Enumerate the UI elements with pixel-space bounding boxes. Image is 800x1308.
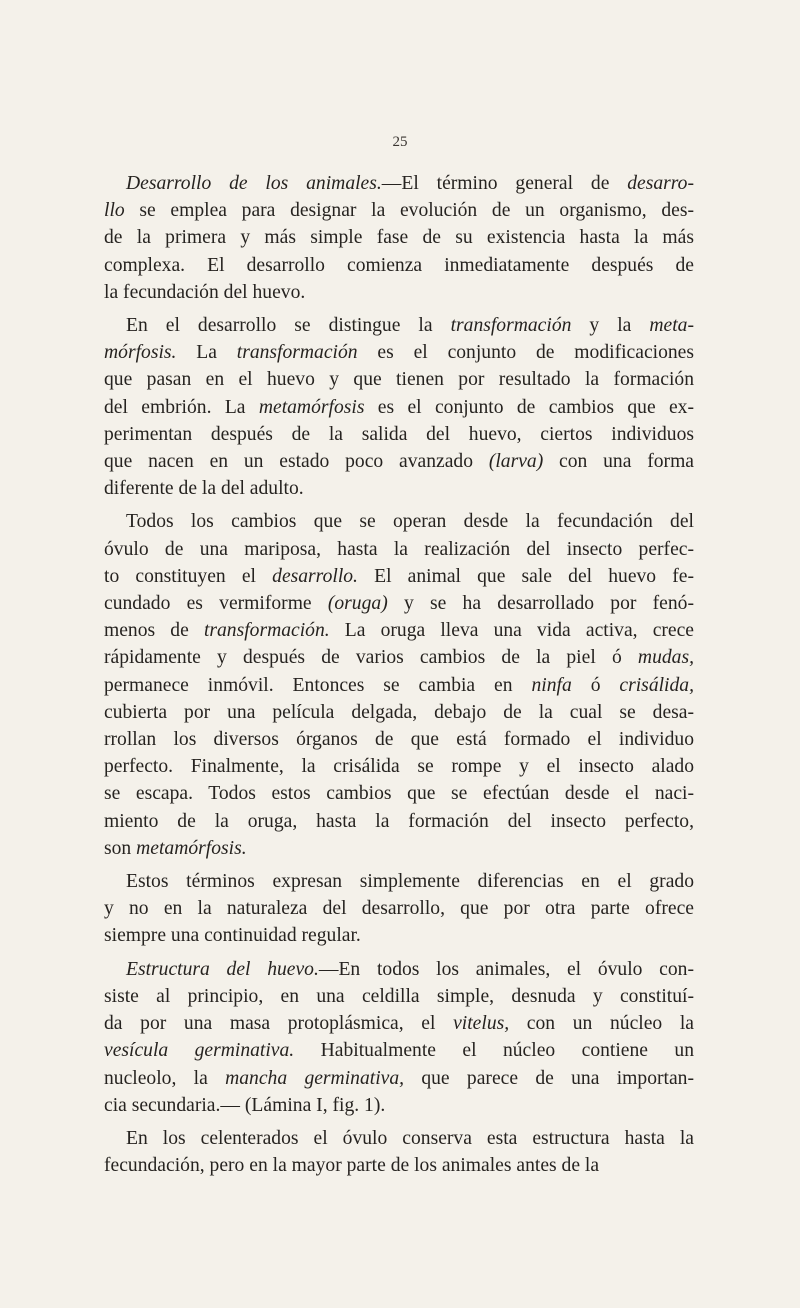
text-line bbox=[104, 508, 694, 535]
text-run: la fecundación del huevo. bbox=[104, 281, 306, 303]
text-line bbox=[104, 699, 694, 726]
text-line bbox=[104, 536, 694, 563]
italic-text: meta- bbox=[649, 315, 694, 337]
text-line bbox=[104, 1125, 694, 1152]
text-run: del embrión. La bbox=[104, 396, 259, 418]
text-run: Habitualmente el núcleo contiene un bbox=[294, 1040, 695, 1062]
text-run: cundado es vermiforme bbox=[104, 593, 328, 615]
text-line bbox=[104, 279, 694, 306]
text-run: En los celenterados el óvulo conserva esta estructura hasta la bbox=[126, 1127, 694, 1149]
text-line bbox=[104, 448, 694, 475]
paragraph bbox=[104, 312, 694, 502]
text-run: que pasan en el huevo y que tienen por resultado la formación bbox=[104, 369, 694, 391]
text-run: óvulo de una mariposa, hasta la realización del insecto perfec- bbox=[104, 538, 694, 560]
text-line bbox=[104, 339, 694, 366]
text-run: que parece de una importan- bbox=[404, 1067, 694, 1089]
italic-text: Estructura del huevo. bbox=[126, 958, 319, 980]
text-run: es el conjunto de cambios que ex- bbox=[364, 396, 694, 418]
italic-text: (larva) bbox=[488, 451, 544, 473]
paragraph bbox=[104, 508, 694, 862]
text-line bbox=[104, 868, 694, 895]
text-run: con una forma bbox=[543, 451, 695, 473]
text-run: y se ha desarrollado por fenó- bbox=[387, 593, 694, 615]
text-line bbox=[104, 590, 694, 617]
text-run: y no en la naturaleza del desarrollo, que por otra parte ofrece bbox=[104, 898, 694, 920]
text-run: es el conjunto de modificaciones bbox=[357, 342, 694, 364]
text-run: —El término general de bbox=[381, 173, 628, 194]
text-run: que nacen en un estado poco avanzado bbox=[104, 451, 489, 473]
paragraph bbox=[104, 1125, 694, 1179]
text-line bbox=[104, 252, 694, 279]
text-run: Todos los cambios que se operan desde la fecundación del bbox=[126, 511, 694, 533]
text-run: se escapa. Todos estos cambios que se efectúan desde el naci- bbox=[104, 783, 694, 805]
text-run: da por una masa protoplásmica, el bbox=[104, 1013, 454, 1035]
italic-text: llo bbox=[104, 200, 125, 222]
text-run: complexa. El desarrollo comienza inmediatamente después de bbox=[104, 254, 694, 276]
text-run: to constituyen el bbox=[104, 565, 273, 587]
paragraph bbox=[104, 956, 694, 1119]
text-line bbox=[104, 780, 694, 807]
text-run: fecundación, pero en la mayor parte de los animales antes de la bbox=[104, 1155, 600, 1177]
text-line bbox=[104, 1010, 694, 1037]
text-run: ó bbox=[571, 674, 620, 696]
text-line bbox=[104, 835, 694, 862]
text-run: y la bbox=[571, 315, 650, 337]
text-line bbox=[104, 808, 694, 835]
text-run: con un núcleo la bbox=[509, 1013, 694, 1035]
italic-text: ninfa bbox=[531, 674, 572, 696]
italic-text: metamórfosis. bbox=[136, 837, 247, 859]
text-run: menos de bbox=[104, 620, 204, 642]
text-run: cubierta por una película delgada, debajo de la cual se desa- bbox=[104, 701, 694, 723]
text-run: se emplea para designar la evolución de un organismo, des- bbox=[124, 200, 694, 222]
text-line bbox=[104, 1037, 694, 1064]
italic-text: mórfosis. bbox=[104, 342, 177, 364]
text-run: siempre una continuidad regular. bbox=[104, 925, 361, 947]
text-line bbox=[104, 753, 694, 780]
text-run: son bbox=[104, 837, 137, 859]
page-number: 25 bbox=[392, 134, 408, 150]
text-line bbox=[104, 922, 694, 949]
text-line bbox=[104, 170, 694, 197]
text-line bbox=[104, 1152, 694, 1179]
text-run: El animal que sale del huevo fe- bbox=[357, 565, 694, 587]
italic-text: (oruga) bbox=[327, 593, 388, 615]
text-run: rrollan los diversos órganos de que está formado el individuo bbox=[104, 729, 694, 751]
text-run: La bbox=[176, 342, 237, 364]
text-run: de la primera y más simple fase de su existencia hasta la más bbox=[104, 227, 694, 249]
text-line bbox=[104, 394, 694, 421]
paragraph bbox=[104, 170, 694, 306]
text-line bbox=[104, 563, 694, 590]
text-line bbox=[104, 197, 694, 224]
text-run: cia secundaria.— (Lámina I, fig. 1). bbox=[104, 1094, 386, 1116]
text-run: —En todos los animales, el óvulo con- bbox=[318, 958, 694, 980]
paragraph bbox=[104, 868, 694, 950]
text-run: permanece inmóvil. Entonces se cambia en bbox=[104, 674, 532, 696]
italic-text: transformación bbox=[450, 315, 572, 337]
italic-text: desarrollo. bbox=[272, 565, 358, 587]
body-text bbox=[104, 170, 694, 1185]
text-line bbox=[104, 895, 694, 922]
text-run: nucleolo, la bbox=[104, 1067, 226, 1089]
text-line bbox=[104, 983, 694, 1010]
text-line bbox=[104, 617, 694, 644]
italic-text: mudas, bbox=[637, 647, 694, 669]
italic-text: mancha germinativa, bbox=[225, 1067, 405, 1089]
italic-text: transformación. bbox=[203, 620, 330, 642]
text-run: miento de la oruga, hasta la formación del insecto perfecto, bbox=[104, 810, 694, 832]
italic-text: crisálida, bbox=[619, 674, 694, 696]
text-run: En el desarrollo se distingue la bbox=[126, 315, 451, 337]
text-run: diferente de la del adulto. bbox=[104, 478, 304, 500]
text-run: La oruga lleva una vida activa, crece bbox=[329, 620, 695, 642]
text-run: perimentan después de la salida del huevo, ciertos individuos bbox=[104, 423, 694, 445]
text-line bbox=[104, 224, 694, 251]
text-line bbox=[104, 956, 694, 983]
italic-text: vitelus, bbox=[453, 1013, 510, 1035]
text-line bbox=[104, 1092, 694, 1119]
text-line bbox=[104, 672, 694, 699]
text-run: Estos términos expresan simplemente diferencias en el grado bbox=[126, 871, 694, 893]
text-run: perfecto. Finalmente, la crisálida se rompe y el insecto alado bbox=[104, 756, 694, 778]
text-line bbox=[104, 475, 694, 502]
text-run: siste al principio, en una celdilla simple, desnuda y constituí- bbox=[104, 985, 694, 1007]
text-run: rápidamente y después de varios cambios de la piel ó bbox=[104, 647, 638, 669]
italic-text: metamórfosis bbox=[258, 396, 365, 418]
text-line bbox=[104, 644, 694, 671]
text-line bbox=[104, 1065, 694, 1092]
text-line bbox=[104, 421, 694, 448]
italic-text: vesícula germinativa. bbox=[104, 1040, 295, 1062]
italic-text: Desarrollo de los animales. bbox=[126, 173, 382, 194]
italic-text: desarro- bbox=[627, 173, 694, 194]
text-line bbox=[104, 726, 694, 753]
text-line bbox=[104, 312, 694, 339]
italic-text: transformación bbox=[236, 342, 358, 364]
text-line bbox=[104, 366, 694, 393]
